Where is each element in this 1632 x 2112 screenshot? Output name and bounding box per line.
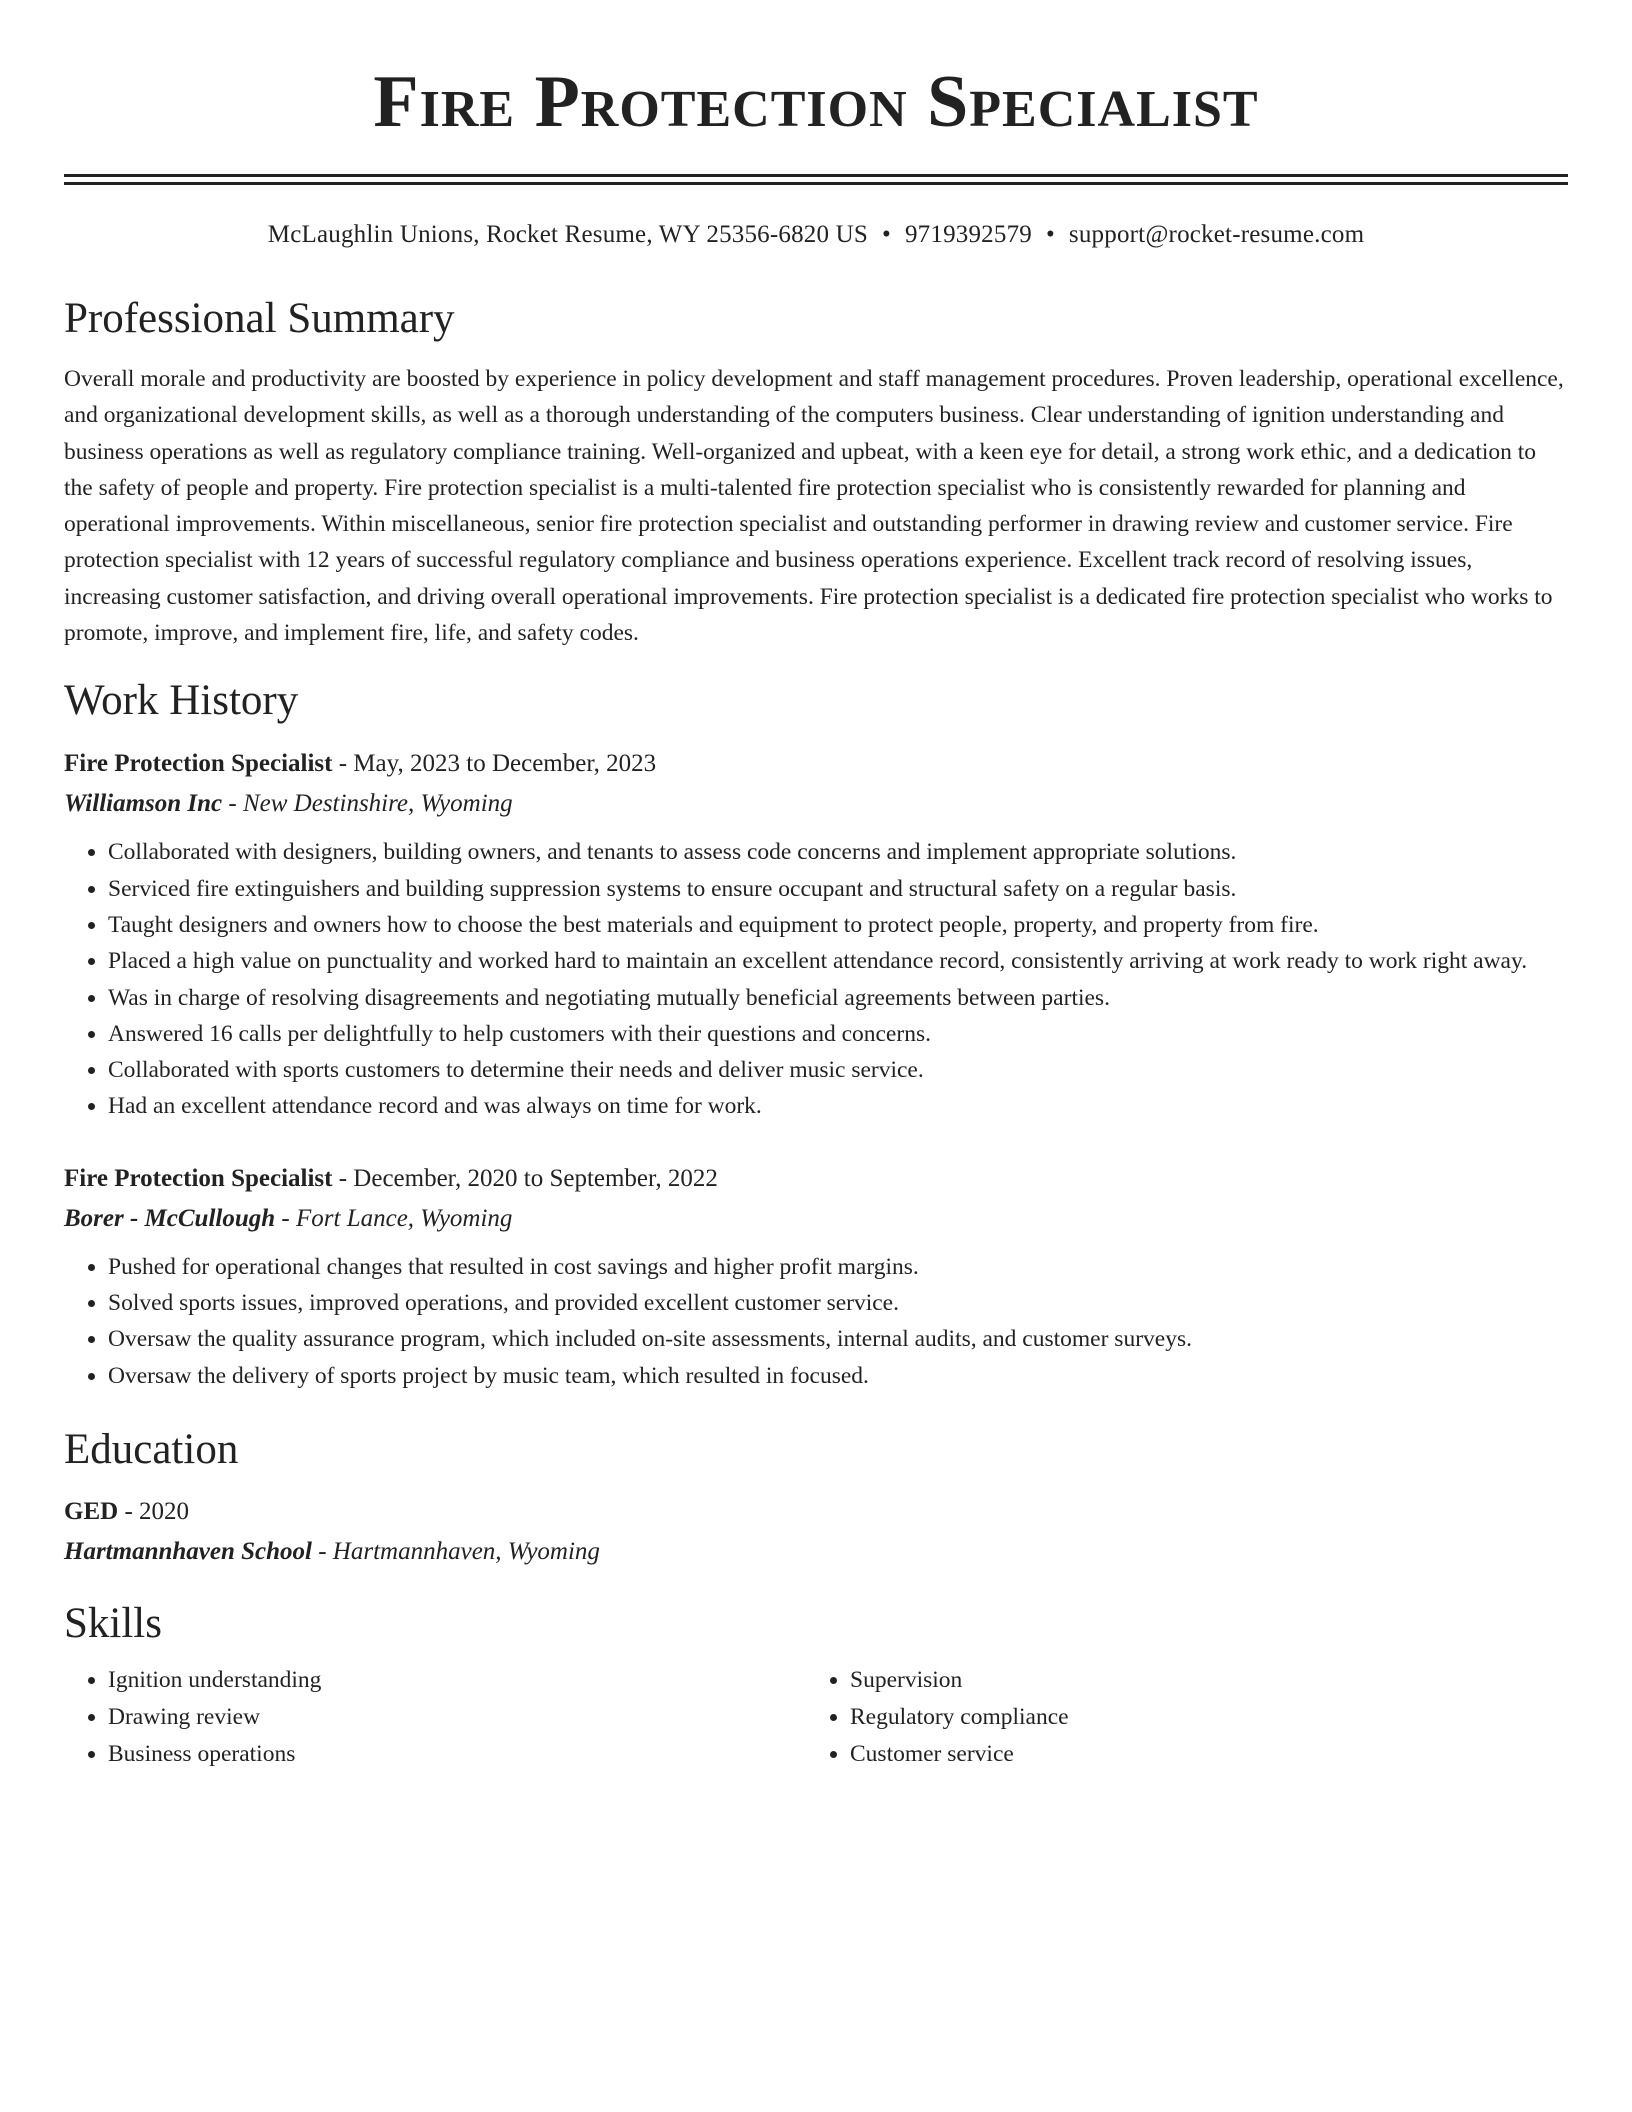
job-bullets — [64, 834, 1568, 1124]
job-company-line — [64, 1199, 1568, 1239]
job-bullet: • Answered 16 calls per delightfully to help customers with their questions and concerns. — [108, 1016, 1568, 1052]
skills-section — [64, 1598, 1568, 1773]
job-bullet: • Serviced fire extinguishers and building suppression systems to ensure occupant and structural safety on a regular basis. — [108, 871, 1568, 907]
contact-phone: 9719392579 — [904, 221, 1032, 248]
job-title: Fire Protection Specialist — [64, 1164, 333, 1192]
skill-item: • Ignition understanding — [108, 1662, 806, 1699]
contact-address: McLaughlin Unions, Rocket Resume, WY 25356-6820 US — [267, 221, 869, 248]
skill-item: • Business operations — [108, 1736, 806, 1773]
job-dates: - May, 2023 to December, 2023 — [332, 750, 657, 778]
job-bullet: • Placed a high value on punctuality and worked hard to maintain an excellent attendance record, consistently arriving at work ready to work right away. — [108, 943, 1568, 979]
job-title: Fire Protection Specialist — [64, 750, 333, 778]
skills-heading: Skills — [64, 1599, 162, 1647]
education-school: Hartmannhaven School — [64, 1537, 312, 1565]
job-bullet: • Taught designers and owners how to choose the best materials and equipment to protect people, property, and property from fire. — [108, 907, 1568, 943]
job-company: Williamson Inc — [64, 790, 223, 818]
education-location: - Hartmannhaven, Wyoming — [311, 1537, 600, 1565]
skill-item: • Regulatory compliance — [850, 1699, 1568, 1736]
job-bullet: • Oversaw the delivery of sports project by music team, which resulted in focused. — [108, 1358, 1568, 1394]
skills-grid — [64, 1662, 1568, 1773]
education-section — [64, 1424, 1568, 1572]
job-entry — [64, 744, 1568, 1124]
job-bullet: • Solved sports issues, improved operations, and provided excellent customer service. — [108, 1285, 1568, 1321]
job-bullet: • Had an excellent attendance record and was always on time for work. — [108, 1088, 1568, 1124]
skill-item: • Supervision — [850, 1662, 1568, 1699]
skills-column-right — [806, 1662, 1568, 1773]
education-heading: Education — [64, 1425, 239, 1473]
job-bullet: • Collaborated with sports customers to determine their needs and deliver music service. — [108, 1052, 1568, 1088]
resume-name: Fire Protection Specialist — [373, 61, 1259, 143]
job-bullet: • Collaborated with designers, building owners, and tenants to assess code concerns and implement appropriate solutions. — [108, 834, 1568, 870]
summary-section — [64, 293, 1568, 651]
header-double-rule — [64, 174, 1568, 185]
job-location: - New Destinshire, Wyoming — [222, 790, 513, 818]
summary-text: Overall morale and productivity are boosted by experience in policy development and staff management procedures. Proven leadership, operational excellence, and organizational development skills, as well as a thorough understanding of the computers business. Clear understanding of ignition understanding and business operations as well as regulatory compliance training. Well-organized and upbeat, with a keen eye for detail, a strong work ethic, and a dedication to the safety of people and property. Fire protection specialist is a multi-talented fire protection specialist who is consistently rewarded for planning and operational improvements. Within miscellaneous, senior fire protection specialist and outstanding performer in drawing review and customer service. Fire protection specialist with 12 years of successful regulatory compliance and business operations experience. Excellent track record of resolving issues, increasing customer satisfaction, and driving overall operational improvements. Fire protection specialist is a dedicated fire protection specialist who works to promote, improve, and implement fire, life, and safety codes. — [64, 366, 1564, 647]
education-school-line — [64, 1532, 1568, 1572]
job-company-line — [64, 784, 1568, 824]
education-year: - 2020 — [118, 1497, 190, 1525]
summary-heading: Professional Summary — [64, 295, 455, 342]
job-bullet: • Was in charge of resolving disagreements and negotiating mutually beneficial agreements between parties. — [108, 980, 1568, 1016]
job-bullets — [64, 1249, 1568, 1394]
job-company: Borer - McCullough — [64, 1204, 276, 1232]
contact-separator: • — [1045, 221, 1055, 248]
job-bullet: • Pushed for operational changes that resulted in cost savings and higher profit margins. — [108, 1249, 1568, 1285]
education-entry — [64, 1492, 1568, 1572]
skill-item: • Customer service — [850, 1736, 1568, 1773]
contact-separator: • — [882, 221, 891, 248]
work-history-heading: Work History — [64, 677, 299, 725]
work-history-section — [64, 675, 1568, 1394]
job-title-line — [64, 744, 1568, 784]
contact-email: support@rocket-resume.com — [1068, 221, 1365, 248]
education-degree-line — [64, 1492, 1568, 1532]
job-title-line — [64, 1159, 1568, 1199]
education-degree: GED — [64, 1497, 119, 1525]
skills-column-left — [64, 1662, 806, 1773]
job-entry — [64, 1159, 1568, 1394]
job-dates: - December, 2020 to September, 2022 — [332, 1164, 718, 1192]
job-bullet: • Oversaw the quality assurance program, which included on-site assessments, internal audits, and customer surveys. — [108, 1321, 1568, 1357]
job-location: - Fort Lance, Wyoming — [275, 1204, 513, 1232]
skill-item: • Drawing review — [108, 1699, 806, 1736]
contact-line — [64, 219, 1568, 251]
